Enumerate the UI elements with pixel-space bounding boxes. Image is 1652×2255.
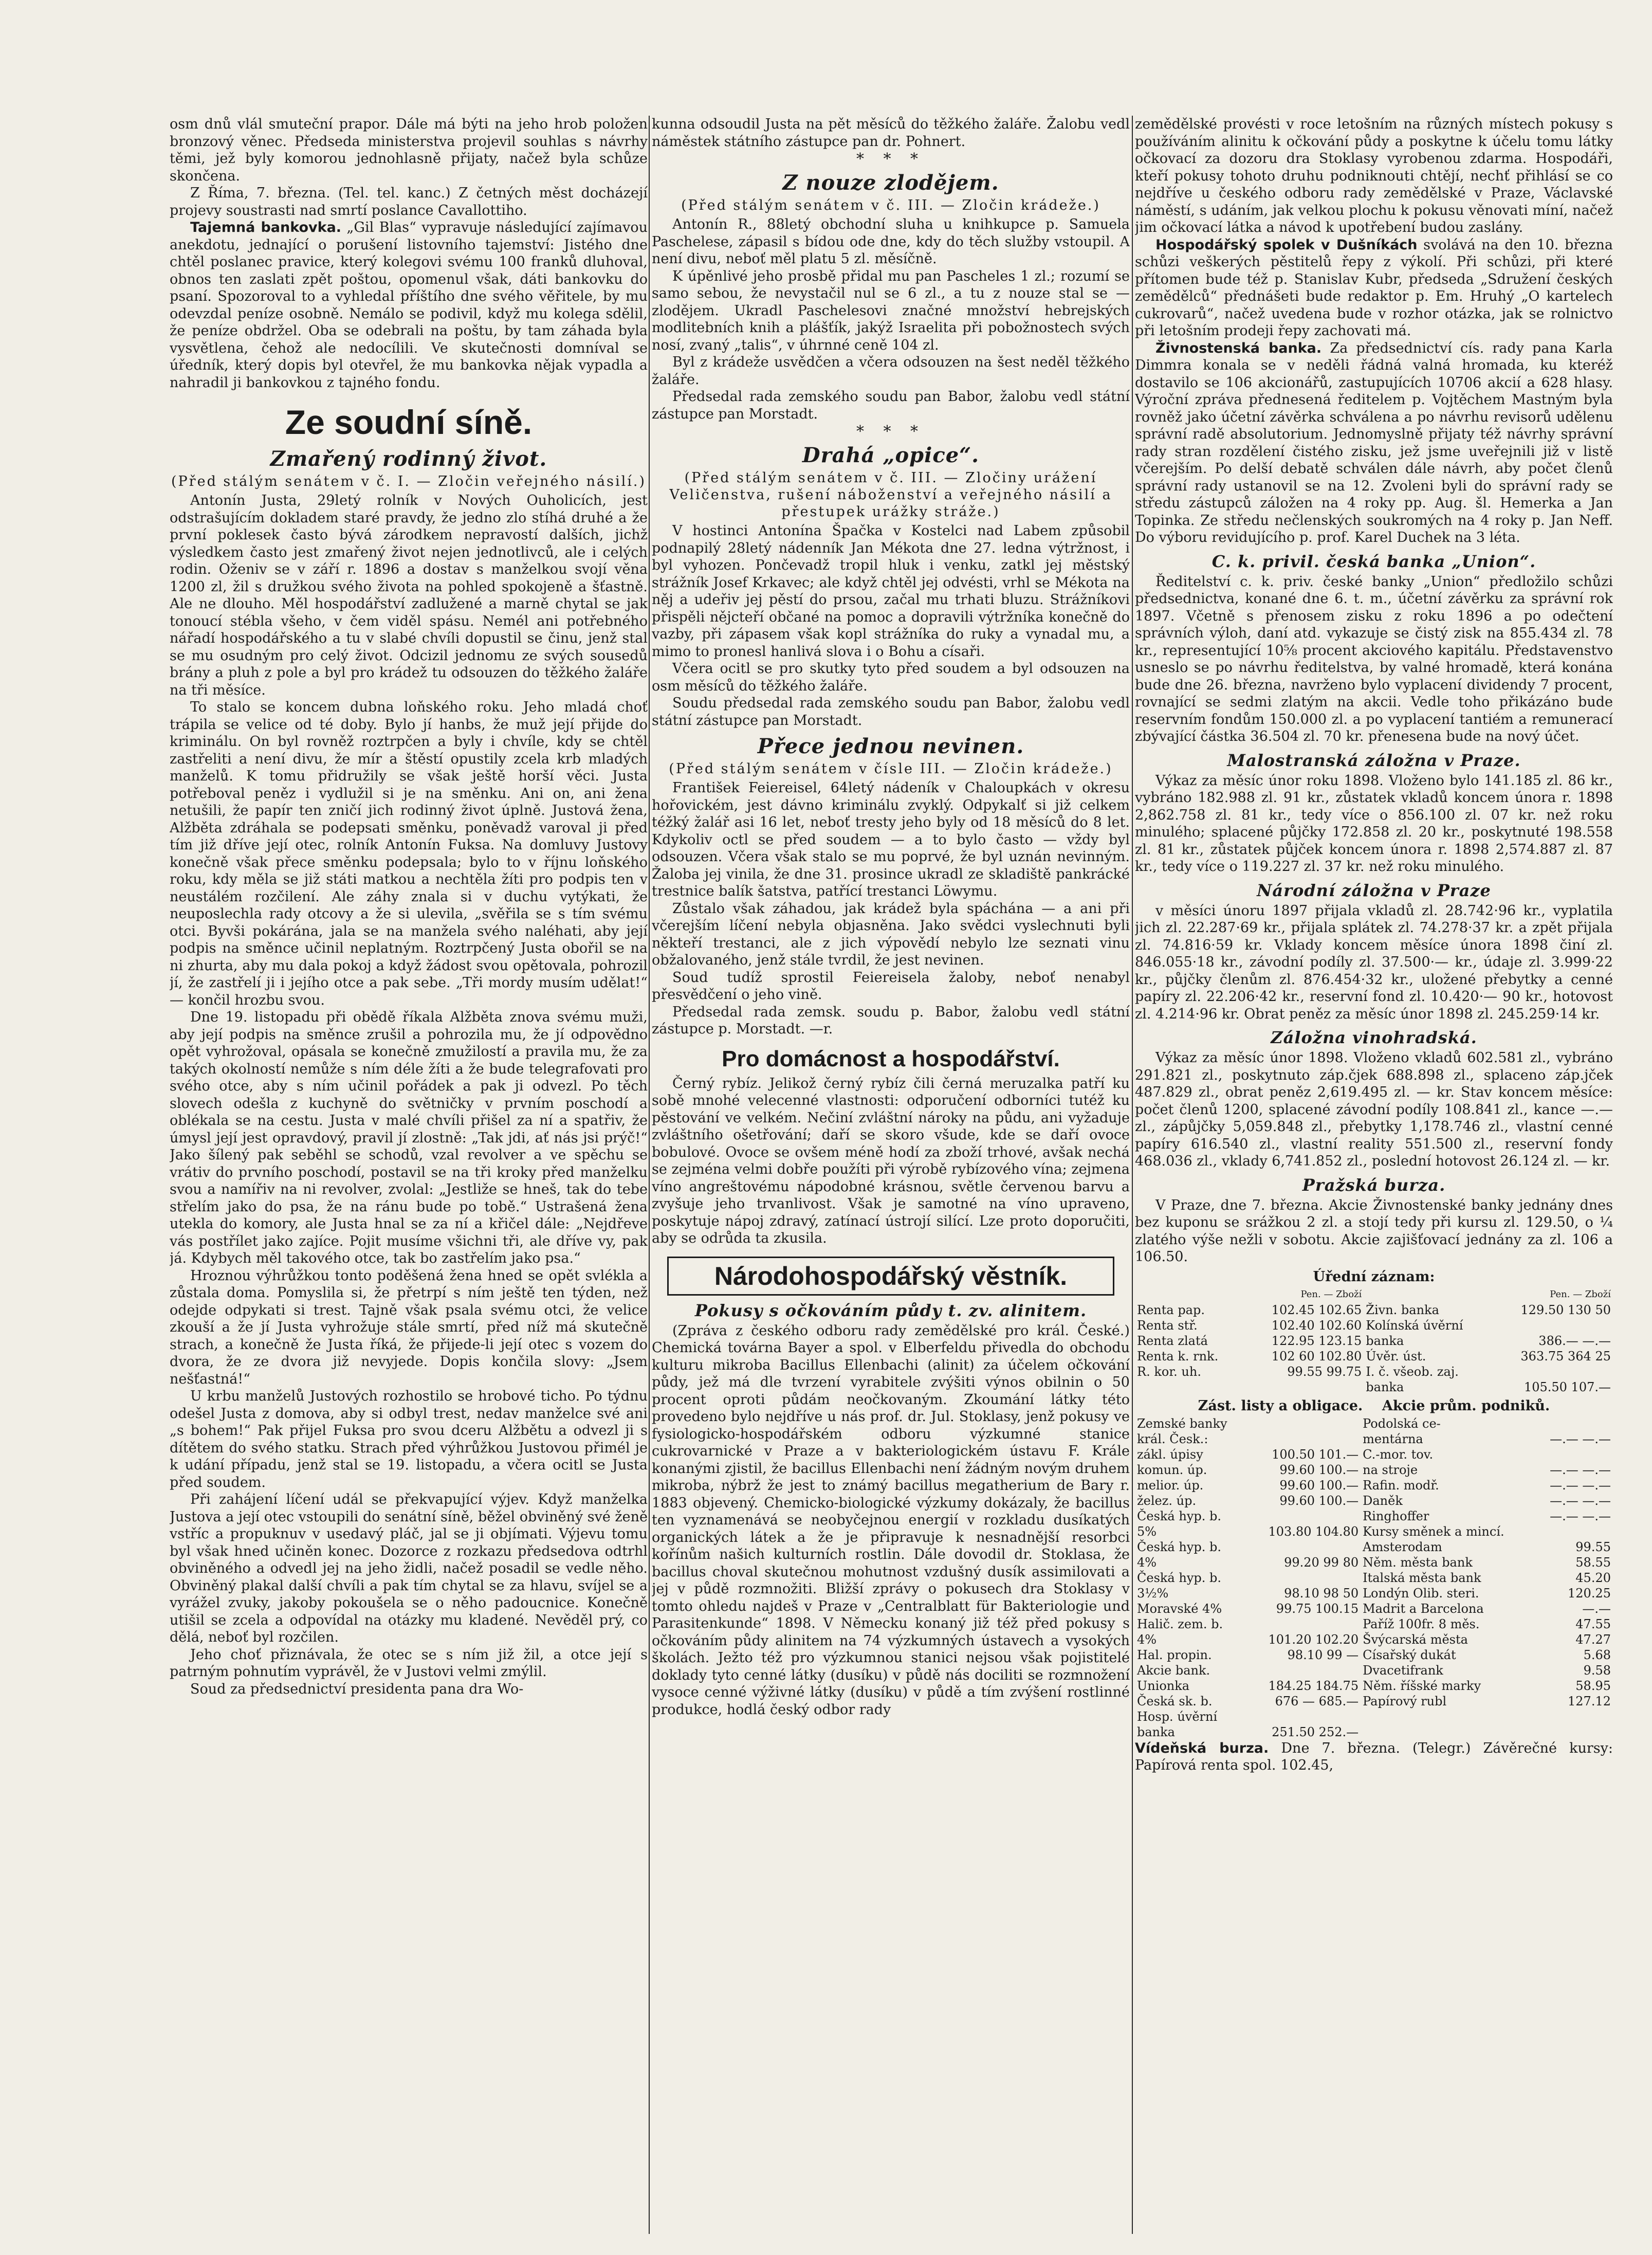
table-cell bbox=[1244, 1379, 1364, 1395]
article-paragraph: Výkaz za měsíc únor roku 1898. Vloženo bylo 141.185 zl. 86 kr., vybráno 182.988 zl. 91 kr., zůstatek vkladů koncem února r. 1898 2,862.758 zl. 81 kr., tedy více o 856.100 zl. 07 kr. než roku minulého; splacené půjčky 172.858 zl. 20 kr., poskytnuté 198.558 zl. 81 kr., zůstatek půjček koncem února r. 1898 2,574.887 zl. 87 kr., tedy více o 119.227 zl. 37 kr. než roku minulého. bbox=[1135, 772, 1613, 875]
table-row bbox=[1135, 1302, 1613, 1318]
table-cell: Renta stř. bbox=[1137, 1318, 1198, 1333]
quotes-subtitle-right: Akcie prům. podniků. bbox=[1382, 1397, 1550, 1414]
paragraph-text: Dne 7. března. (Telegr.) Závěrečné kursy: Papírová renta spol. 102.45, bbox=[1135, 1740, 1613, 1773]
column-rule bbox=[1132, 116, 1133, 2234]
article-subtitle: (Před stálým senátem v č. III. — Zločin krádeže.) bbox=[681, 197, 1100, 213]
table-cell: Hal. propin. bbox=[1137, 1647, 1212, 1662]
article-paragraph: V hostinci Antonína Špačka v Kostelci nad Labem způsobil podnapilý 28letý nádenník Jan Mékota dne 27. ledna výtržnost, i byl vyhozen. Pončevadž tropil hluk i venku, zatkl jej městský strážník Josef Krkavec; ale když chtěl jej odvésti, vrhl se Mékota na něj a udeřiv jej pěstí do prsou, začal mu trhati bluzu. Strážníkovi přispěli nějcteří občané na pomoc a dopravili výtržníka konečně do vazby, při zápasem však kopl strážníka do ruky a vynadal mu, a mimo to pronesl hanlivá slova i o Bohu a císaři. bbox=[652, 523, 1130, 660]
table-cell bbox=[1248, 1570, 1361, 1586]
table-cell: Renta zlatá bbox=[1137, 1333, 1208, 1348]
table-cell: C.-mor. tov. bbox=[1363, 1447, 1434, 1462]
table-cell bbox=[1535, 1709, 1613, 1724]
article-paragraph: Zůstalo však záhadou, jak krádež byla spáchána — a ani při včerejším líčení nebyla objasněna. Jako svědci vyslechnuti byli někteří trestanci, ale z jich výpovědí nebylo lze seznati vinu obžalovaného, jenž stále tvrdil, že jest nevinen. bbox=[652, 900, 1130, 968]
table-cell: 363.75 364 25 bbox=[1520, 1349, 1611, 1363]
table-cell: 386.— —.— bbox=[1538, 1333, 1611, 1348]
article-paragraph: To stalo se koncem dubna loňského roku. Jeho mladá choť trápila se velice od té doby. Bylo jí hanbs, že muž její přijde do kriminálu. On byl rovněž roztrpčen a byly i chvíle, kdy se chtěl zastřeliti a není divu, že mír a štěstí opustily zcela krb mladých manželů. K tomu přidružily se však ještě horší věci. Justa potřeboval peněz i vydlužil si je na směnku. Ani on, ani žena netušili, že papír ten zničí jich rodinný život úplně. Justová žena, Alžběta zdráhala se podepsati směnku, poněvadž varoval ji před tím již dříve její otec, rolník Antonín Fuksa. Na domluvy Justovy konečně však přece směnku podepsala; bylo to v říjnu loňského roku, kdy měla se již státi matkou a nechtěla žíti pro podpis ten v neustálém rozčilení. Ale záhy znala si v duchu vytýkati, že neuposlechla rady otcovy a že si ulevila, „svěřila se s tím svému otci. Byvši pokárána, jala se na manžela svého naléhati, aby její podpis na směnce učinil neplatným. Roztrpčený Justa obořil se na ni zhurta, aby mu dala pokoj a když žádost svou opětovala, pohrozil jí, že zastřelí ji i jejího otce a pak sebe. „Tři mordy musím udělat!“ — končil hrozbu svou. bbox=[170, 699, 648, 1008]
article-paragraph: Ředitelství c. k. priv. české banky „Union“ předložilo schůzi předsednictva, konané dne 6. t. m., účetní závěrku za správní rok 1897. Včetně s přenosem zisku z roku 1896 a po odečtení správních výloh, daní atd. vykazuje se čistý zisk na 855.434 zl. 78 kr., representující 10⅝ procent akciového kapitálu. Představenstvo usneslo se po návrhu ředitelstva, by valné hromadě, která konána bude dne 26. března, navrženo bylo vyplacení dividendy 7 procent, rovnající se sedmi zlatým na akcii. Vedle toho přikázáno bude reservním fondům 150.000 zl. a po vyplacení tantiém a remunerací zbývající částka 36.504 zl. 70 kr. přenesena bude na nový účet. bbox=[1135, 573, 1613, 744]
table-cell: Kursy směnek a mincí. bbox=[1363, 1524, 1504, 1539]
table-row bbox=[1135, 1478, 1613, 1493]
table-cell: Zemské banky bbox=[1137, 1416, 1227, 1431]
table-cell: banka bbox=[1366, 1379, 1404, 1394]
article-paragraph: Antonín Justa, 29letý rolník v Nových Ouholicích, jest odstrašujícím dokladem staré pravdy, že jedno zlo stíhá druhé a že první poklesek často bývá zárodkem nepravostí dalších, jichž výsledkem často jest zmařený život nejen jednotlivců, ale i celých rodin. Oženiv se v září r. 1896 a dostav s manželkou svojí věna 1200 zl, žil s družkou svého života na pohled spokojeně a šťastně. Ale ne dlouho. Měl hospodářství zadlužené a marně chytal se jak tonoucí stébla všeho, v čem viděl spásu. Nemél ani potřebného nářadí hospodářského a tu v slabé chvíli dopustil se činu, jenž stal se mu osudným pro celý život. Odcizil jednomu ze svých sousedů brány a pluh z pole a byl pro krádež tu odsouzen do těžkého žaláře na tři měsíce. bbox=[170, 493, 648, 698]
table-cell: I. č. všeob. zaj. bbox=[1366, 1364, 1459, 1379]
inline-heading: Živnostenská banka. bbox=[1155, 340, 1322, 356]
table-cell: 100.50 101.— bbox=[1272, 1447, 1359, 1462]
table-cell: —.— —.— bbox=[1550, 1462, 1611, 1477]
table-row bbox=[1135, 1379, 1613, 1395]
table-cell: Unionka bbox=[1137, 1678, 1190, 1693]
table-cell: banka bbox=[1137, 1724, 1175, 1739]
paragraph-text: svolává na den 10. března schůzi veškerých pěstitelů řepy z výkolí. Při schůzi, při které přítomen bude též p. Stanislav Kubr, předseda „Sdružení českých zemědělců“ přednášeti bude redaktor p. Em. Hruhý „O kartelech cukrovarů“, načež uvedena bude v rozhor otázka, jak se rolnictvo při letošním prodeji řepy zachovati má. bbox=[1135, 237, 1613, 339]
article-paragraph: Včera ocitl se pro skutky tyto před soudem a byl odsouzen na osm měsíců do těžkého žaláře. bbox=[652, 661, 1130, 694]
table-row bbox=[1135, 1601, 1613, 1616]
article-title: Pokusy s očkováním půdy t. zv. alinitem. bbox=[694, 1300, 1087, 1320]
table-row bbox=[1135, 1508, 1613, 1524]
article-paragraph: Soud tudíž sprostil Feiereisela žaloby, neboť nenabyl přesvědčení o jeho vině. bbox=[652, 969, 1130, 1003]
table-cell bbox=[1535, 1724, 1613, 1740]
table-cell bbox=[1361, 1709, 1535, 1724]
inline-heading: Vídeňská burza. bbox=[1135, 1740, 1269, 1756]
table-cell bbox=[1248, 1508, 1361, 1524]
table-cell: 127.12 bbox=[1568, 1694, 1611, 1708]
table-cell: 5.68 bbox=[1583, 1647, 1611, 1662]
table-cell: —.— —.— bbox=[1550, 1478, 1611, 1493]
table-cell bbox=[1535, 1416, 1613, 1431]
table-cell bbox=[1493, 1364, 1613, 1379]
table-cell: 251.50 252.— bbox=[1272, 1724, 1359, 1739]
article-paragraph: U krbu manželů Justových rozhostilo se hrobové ticho. Po týdnu odešel Justa z domova, aby si odbyl trest, nedav manželce své ani „s bohem!“ Pak přijel Fuksa pro svou dceru Alžbětu a odvezl ji s dítětem do svého statku. Strach před výhrůžkou Justovou přimél je k udání případu, jenž stal se 19. listopadu, a včera ocitl se Justa před soudem. bbox=[170, 1388, 648, 1490]
table-header-cell bbox=[1135, 1287, 1244, 1302]
article-paragraph: (Zpráva z českého odboru rady zemědělské pro král. České.) Chemická továrna Bayer a spol. v Elberfeldu přivedla do obchodu kulturu mikroba Bacillus Ellenbachi (alinit) za účelem očkování půdy, jež má dle tvrzení vyrabitele zvýšiti výnos obilnin o 50 procent oproti půdám neočkovaným. Zkoumání látky této provedeno bylo nejdříve u nás prof. dr. Jul. Stoklasy, jenž pokusy ve fysiologicko-hospodářském odboru výzkumné stanice cukrovarnické v Praze a v bakteriologickém ústavu F. Krále konanými zjistil, že bacillus Ellenbachi není žádným novým druhem mikroba, nýbrž že jest to známý bacillus megatherium de Bary r. 1883 objevený. Chemicko-biologické výzkumy dokázaly, že bacillus ten vyznamenává se neobyčejnou energií v rozkladu dusíkatých organických látek a že je připravuje k nesnadnější resorbci kořínům našich kulturních rostlin. Dále dovodil dr. Stoklasa, že bacillus choval skutečnou mohutnost vzdušný dusík assimilovati a jej v půdě rozmnožiti. Bližší zprávy o pokusech dra Stoklasy v tomto ohledu najdeš v Praze v „Centralblatt für Bakteriologie und Parasitenkunde“ 1898. V Německu konaný již též před pokusy s očkováním půdy alinitem na 74 výzkumných ústavech a vysokých školách. Ježto též pro výzkumnou stanici nejsou však pojistitelé doklady tyto cenné látky (dusíku) v půdě nás dociliti se rozmnožení vysoce cenné výživné látky (dusíku) v půdě a tím zvýšení rostlinné produkce, hodlá český odbor rady bbox=[652, 1322, 1130, 1718]
article-paragraph bbox=[170, 219, 648, 391]
table-cell: Něm. říšské marky bbox=[1363, 1678, 1481, 1693]
table-cell: Renta k. rnk. bbox=[1137, 1349, 1219, 1363]
table-cell: 4% bbox=[1137, 1555, 1157, 1570]
article-paragraph bbox=[1135, 1740, 1613, 1774]
table-row bbox=[1135, 1447, 1613, 1462]
article-title: C. k. privil. česká banka „Union“. bbox=[1212, 551, 1536, 571]
section-title: Ze soudní síně. bbox=[285, 403, 533, 441]
article-title: Drahá „opice“. bbox=[802, 443, 980, 467]
table-cell: 129.50 130 50 bbox=[1520, 1302, 1611, 1317]
quotes-table bbox=[1135, 1416, 1613, 1740]
table-cell: Ringhoffer bbox=[1363, 1508, 1429, 1523]
table-cell: 98.10 99 — bbox=[1287, 1647, 1359, 1662]
table-row bbox=[1135, 1364, 1613, 1379]
table-cell: 47.55 bbox=[1575, 1616, 1611, 1631]
table-cell: 99.75 100.15 bbox=[1276, 1601, 1359, 1616]
table-row bbox=[1135, 1349, 1613, 1364]
article-title: Záložna vinohradská. bbox=[1271, 1028, 1477, 1047]
table-cell: 58.95 bbox=[1575, 1678, 1611, 1693]
table-cell: Rafin. modř. bbox=[1363, 1478, 1439, 1493]
table-row bbox=[1135, 1709, 1613, 1724]
table-cell: Švýcarská města bbox=[1363, 1632, 1468, 1647]
table-cell bbox=[1248, 1416, 1361, 1431]
table-cell: Živn. banka bbox=[1366, 1302, 1439, 1317]
table-cell: Česká hyp. b. bbox=[1137, 1570, 1221, 1585]
table-row bbox=[1135, 1694, 1613, 1709]
table-cell: 99.60 100.— bbox=[1279, 1493, 1359, 1508]
table-cell: Italská města bank bbox=[1363, 1570, 1481, 1585]
table-row bbox=[1135, 1462, 1613, 1478]
article-paragraph: kunna odsoudil Justa na pět měsíců do těžkého žaláře. Žalobu vedl náměstek státního zástupce pan dr. Pohnert. bbox=[652, 116, 1130, 150]
table-cell: 98.10 98 50 bbox=[1284, 1586, 1359, 1601]
quotes-table bbox=[1135, 1287, 1613, 1395]
table-row bbox=[1135, 1431, 1613, 1447]
table-cell: 3½% bbox=[1137, 1586, 1169, 1601]
paragraph-text: „Gil Blas“ vypravuje následující zajímavou anekdotu, jednající o porušení listovního tajemství: Jistého dne chtěl poslanec pravice, který kolegovi svému 100 franků dluhoval, obnos ten zaslati zpět poštou, opomenul však, dáti bankovku do psaní. Spozoroval to a vyhledal příštího dne svého věřitele, by mu odevzdal peníze osobně. Nemálo se podivil, když mu kolega sdělil, že peníze obdržel. Oba se odebrali na poštu, by tam záhada byla vysvětlena, čehož ale nedocílili. Ve skutečnosti domníval se úředník, který dopis byl otevřel, že mu bankovka nějak vypadla a nahradil ji bankovkou z tajného fondu. bbox=[170, 220, 648, 391]
table-cell: mentárna bbox=[1363, 1431, 1423, 1446]
article-paragraph: Dne 19. listopadu při obědě říkala Alžběta znova svému muži, aby její podpis na směnce zrušil a pohrozila mu, že jí odpovědno opět vyhrožoval, opásala se konečně zmužilostí a pravila mu, že za takých okolností nemůže s ním déle žíti a že bude telegrafovati pro svého otce, aby s ním učinil pořádek a pak ji odvezl. Po těch slovech odešla z kuchyně do světničky v prvním poschodí a oblékala se na cestu. Justa v malé chvíli přišel za ní a spatřiv, že úmysl její jest opravdový, pravil jí zlostně: „Tak jdi, ať nás jsi prýč!“ Jako šílený pak seběhl se schodů, vzal revolver a ve spěchu se vrátiv do prvního poschodí, postavil se na tři kroky před manželku svou a namířiv na ni revolver, zvolal: „Jestliže se hneš, tak do tebe střelím jako do psa, že na ránu bude po tobě.“ Ustrašená žena utekla do komory, ale Justa hnal se za ní a křičel dále: „Nejdřeve vás postřílet jako zajíce. Pojit musíme všichni tři, ale dříve vy, pak já. Kdybych měl takového otce, tak bo zastřelím jako psa.“ bbox=[170, 1009, 648, 1266]
column-rule bbox=[649, 116, 650, 2234]
table-row bbox=[1135, 1647, 1613, 1663]
table-cell bbox=[1248, 1663, 1361, 1678]
article-paragraph: Výkaz za měsíc únor 1898. Vloženo vkladů 602.581 zl., vybráno 291.821 zl., poskytnuto záp.čjek 688.898 zl., splaceno záp.jček 487.829 zl., obrat peněz 2,619.495 zl. — kr. Stav koncem měsíce: počet členů 1200, splacené závodní podíly 108.841 zl., kance —.— zl., zápůjčky 5,059.848 zl., přebytky 1,178.746 zl., vlastní cenné papíry 616.540 zl., vlastní reality 551.500 zl., reservní fondy 468.036 zl., vklady 6,741.852 zl., poslední hotovost 26.124 zl. — kr. bbox=[1135, 1050, 1613, 1169]
section-title-boxed: Národohospodářský věstník. bbox=[667, 1257, 1114, 1296]
table-cell bbox=[1535, 1524, 1613, 1539]
article-title: Malostranská záložna v Praze. bbox=[1227, 750, 1521, 770]
table-cell: Česká sk. b. bbox=[1137, 1694, 1213, 1708]
table-cell: Akcie bank. bbox=[1137, 1663, 1210, 1678]
table-cell: 99.20 99 80 bbox=[1284, 1555, 1359, 1570]
table-cell: 105.50 107.— bbox=[1523, 1379, 1611, 1394]
quotes-subtitle bbox=[1135, 1398, 1613, 1414]
quotes-subtitle-left: Zást. listy a obligace. bbox=[1198, 1397, 1363, 1414]
table-cell: 5% bbox=[1137, 1524, 1157, 1539]
table-cell: 47.27 bbox=[1575, 1632, 1611, 1647]
table-cell: 676 — 685.— bbox=[1275, 1694, 1359, 1708]
article-paragraph bbox=[1135, 237, 1613, 340]
table-cell: Česká hyp. b. bbox=[1137, 1508, 1221, 1523]
table-cell: 101.20 102.20 bbox=[1268, 1632, 1359, 1647]
table-cell bbox=[1248, 1709, 1361, 1724]
table-row bbox=[1135, 1724, 1613, 1740]
table-row bbox=[1135, 1663, 1613, 1678]
table-cell: 102.40 102.60 bbox=[1271, 1318, 1362, 1333]
table-cell bbox=[1135, 1379, 1244, 1395]
separator-stars: * * * bbox=[856, 423, 926, 441]
table-row bbox=[1135, 1555, 1613, 1570]
article-paragraph: Předsedal rada zemsk. soudu p. Babor, žalobu vedl státní zástupce p. Morstadt. —r. bbox=[652, 1004, 1130, 1037]
table-cell: Paříž 100fr. 8 měs. bbox=[1363, 1616, 1480, 1631]
table-cell: zákl. úpisy bbox=[1137, 1447, 1203, 1462]
table-cell: na stroje bbox=[1363, 1462, 1418, 1477]
inline-heading: Hospodářský spolek v Dušníkách bbox=[1155, 237, 1418, 253]
table-cell: 99.55 99.75 bbox=[1287, 1364, 1362, 1379]
table-cell bbox=[1493, 1318, 1613, 1333]
table-cell: želez. úp. bbox=[1137, 1493, 1197, 1508]
article-paragraph: Jeho choť přiznávala, že otec se s ním již žil, a otce její s patrným pohnutím vyprávěl, že v Justovi velmi zmýlil. bbox=[170, 1646, 648, 1680]
article-paragraph bbox=[1135, 340, 1613, 547]
table-cell: 102.45 102.65 bbox=[1271, 1302, 1362, 1317]
article-paragraph: K úpěnlivé jeho prosbě přidal mu pan Pascheles 1 zl.; rozumí se samo sebou, že nevystačil nul se 6 zl., a tu z nouze stal se — zlodějem. Ukradl Paschelesovi značné množství hebrejských modlitebních knih a plášťík, jakýž Israelita při pobožnostech svých nosí, zvaný „talis“, v úhrnné ceně 104 zl. bbox=[652, 268, 1130, 353]
table-cell: Daněk bbox=[1363, 1493, 1403, 1508]
article-paragraph: František Feiereisel, 64letý nádeník v Chaloupkách v okresu hořovickém, jest dávno kriminálu zvyklý. Odpykalť si již celkem téžký žalář asi 16 let, neboť tresty jeho byly od 18 měsíců do 8 let. Kdykoliv octl se před soudem — a to bylo často — vždy byl odsouzen. Včera však stalo se mu poprvé, že byl uznán nevinným. Žaloba jej vinila, že dne 31. prosince ukradl ze skladiště pankrácké trestnice balík šatstva, patřící trestanci Löwymu. bbox=[652, 780, 1130, 899]
column-1 bbox=[170, 116, 648, 2239]
column-2 bbox=[652, 116, 1130, 2239]
table-cell: 120.25 bbox=[1568, 1586, 1611, 1601]
table-cell bbox=[1535, 1447, 1613, 1462]
table-cell bbox=[1248, 1616, 1361, 1632]
table-header-cell: Pen. — Zboží bbox=[1550, 1288, 1611, 1300]
table-cell: 99.60 100.— bbox=[1279, 1462, 1359, 1477]
table-cell: 9.58 bbox=[1583, 1663, 1611, 1678]
article-title: Národní záložna v Praze bbox=[1257, 880, 1491, 900]
table-cell: —.— bbox=[1582, 1601, 1611, 1616]
article-paragraph: Černý rybíz. Jelikož černý rybíz čili černá meruzalka patří ku sobě mnohé velecenné vlastnosti: odporučení odborníci tutéž ku pěstování ve velkém. Nečiní zvláštní nároky na půdu, ani vyžaduje zvláštního ošetřování; daří se skoro všude, kde se daří ovoce bobulové. Ovoce se ovšem méně hodí za zboží trhové, avšak nechá se zejména velmi dobře použíti při výrobě rybízového vína; zejmena víno angreštovému nápodobné krásnou, světle červenou barvu a zvyšuje jeho trvanlivost. Však je samotné na víno upraveno, poskytuje nápoj zdravý, zatínací ústrojí silící. Lze proto doporučiti, aby se odrůda ta zkusila. bbox=[652, 1075, 1130, 1246]
table-cell: Halič. zem. b. bbox=[1137, 1616, 1223, 1631]
table-cell: Česká hyp. b. bbox=[1137, 1539, 1221, 1554]
inline-heading: Tajemná bankovka. bbox=[190, 220, 342, 235]
table-cell: král. Česk.: bbox=[1137, 1431, 1208, 1446]
table-cell: Madrit a Barcelona bbox=[1363, 1601, 1484, 1616]
table-cell: Císařský dukát bbox=[1363, 1647, 1456, 1662]
article-paragraph: Antonín R., 88letý obchodní sluha u knihkupce p. Samuela Paschelese, zápasil s bídou ode dne, kdy do těch služby vstoupil. A není divu, neboť měl platu 5 zl. měsíčně. bbox=[652, 216, 1130, 267]
table-header-row bbox=[1135, 1287, 1613, 1302]
article-title: Zmařený rodinný život. bbox=[270, 447, 547, 471]
table-cell: 58.55 bbox=[1575, 1555, 1611, 1570]
article-paragraph: V Praze, dne 7. března. Akcie Živnostenské banky jednány dnes bez kuponu se srážkou 2 zl. a stojí tedy při kursu zl. 129.50, o ¼ zlatého výše nežli v sobotu. Akcie zajišťovací jednány za zl. 106 a 106.50. bbox=[1135, 1197, 1613, 1265]
table-cell: 4% bbox=[1137, 1632, 1157, 1647]
table-cell: 99.55 bbox=[1575, 1539, 1611, 1554]
article-title: Pražská burza. bbox=[1302, 1175, 1446, 1195]
table-cell bbox=[1361, 1724, 1535, 1740]
table-cell: 45.20 bbox=[1575, 1570, 1611, 1585]
column-3 bbox=[1135, 116, 1613, 2239]
table-cell: —.— —.— bbox=[1550, 1431, 1611, 1446]
quotes-title: Úřední záznam: bbox=[1313, 1268, 1435, 1285]
table-cell: Něm. města bank bbox=[1363, 1555, 1473, 1570]
table-row bbox=[1135, 1616, 1613, 1632]
table-row bbox=[1135, 1678, 1613, 1694]
table-cell: Dvacetifrank bbox=[1363, 1663, 1443, 1678]
article-subtitle: (Před stálým senátem v č. I. — Zločin veřejného násilí.) bbox=[171, 474, 647, 489]
table-cell: 122.95 123.15 bbox=[1271, 1333, 1362, 1348]
table-header-cell bbox=[1364, 1287, 1493, 1302]
separator-stars: * * * bbox=[856, 150, 926, 168]
paragraph-text: Za předsednictví cís. rady pana Karla Dimmra konala se v neděli řádná valná hromada, ku kteréž dostavilo se 106 akcionářů, zastupujících 10706 akcií a 628 hlasy. Výroční zpráva přednesená ředitelem p. Vojtěchem Mastným byla rovněž jako účetní závěrka schválena a po návrhu revisorů udělenu správní radě absolutorium. Jednomyslně přijaty též návrhy správní rady stran rozdělení čistého zisku, jež jsme uveřejnili již v listě včerejším. Po delší debatě schválen dále návrh, aby počet členů správní rady ustanovil se na 12. Zvoleni byli do správní rady se středu zástupců záložen na 4 roky pp. Aug. šl. Hemerka a Jan Topinka. Ze středu nečlenských soukromých na 4 roky p. Jan Neff. Do výboru revidujícího p. prof. Karel Duchek na 3 léta. bbox=[1135, 340, 1613, 545]
section-title: Pro domácnost a hospodářství. bbox=[722, 1046, 1060, 1071]
table-row bbox=[1135, 1539, 1613, 1555]
table-cell: 103.80 104.80 bbox=[1268, 1524, 1359, 1539]
table-cell: Moravské 4% bbox=[1137, 1601, 1222, 1616]
article-subtitle: (Před stálým senátem v č. III. — Zločiny urážení Veličenstva, rušení náboženství a veřejného násilí a přestupek urážky stráže.) bbox=[669, 470, 1112, 520]
table-cell: —.— —.— bbox=[1550, 1508, 1611, 1523]
article-paragraph: Hroznou výhrůžkou tonto poděšená žena hned se opět svlékla a zůstala doma. Pomyslila si, že přetrpí s ním ještě ten týden, než odejde odpykati si trest. Tajně však psala svému otci, že velice zkouší a že jí Justa vyhrožuje stále smrtí, před níž má skutečně strach, a konečně že Justa říká, že přijede-li její otec s vozem do dvora, že ze dvora již nevyjede. Dopis končila slovy: „Jsem nešťastná!“ bbox=[170, 1267, 648, 1387]
table-cell: Podolská ce- bbox=[1363, 1416, 1441, 1431]
table-cell: Hosp. úvěrní bbox=[1137, 1709, 1218, 1724]
table-row bbox=[1135, 1333, 1613, 1349]
article-title: Přece jednou nevinen. bbox=[757, 734, 1024, 758]
table-cell: Kolínská úvěrní bbox=[1366, 1318, 1463, 1333]
table-cell: Papírový rubl bbox=[1363, 1694, 1447, 1708]
article-subtitle: (Před stálým senátem v čísle III. — Zločin krádeže.) bbox=[669, 761, 1113, 777]
article-paragraph: Soudu předsedal rada zemského soudu pan Babor, žalobu vedl státní zástupce pan Morstadt. bbox=[652, 695, 1130, 729]
table-row bbox=[1135, 1493, 1613, 1508]
table-cell: 184.25 184.75 bbox=[1268, 1678, 1359, 1693]
table-cell: Amsterodam bbox=[1363, 1539, 1442, 1554]
table-row bbox=[1135, 1318, 1613, 1333]
table-cell: Úvěr. úst. bbox=[1366, 1349, 1426, 1363]
table-cell: 99.60 100.— bbox=[1279, 1478, 1359, 1493]
table-cell: Londýn Olib. steri. bbox=[1363, 1586, 1479, 1601]
article-paragraph: Soud za předsednictví presidenta pana dra Wo- bbox=[190, 1681, 524, 1697]
table-row bbox=[1135, 1416, 1613, 1431]
table-cell bbox=[1248, 1431, 1361, 1447]
table-row bbox=[1135, 1632, 1613, 1647]
article-paragraph: Předsedal rada zemského soudu pan Babor, žalobu vedl státní zástupce pan Morstadt. bbox=[652, 389, 1130, 422]
table-cell: Renta pap. bbox=[1137, 1302, 1205, 1317]
table-row bbox=[1135, 1586, 1613, 1601]
table-cell: komun. úp. bbox=[1137, 1462, 1207, 1477]
table-cell: 102 60 102.80 bbox=[1271, 1349, 1362, 1363]
article-paragraph: zemědělské provésti v roce letošním na různých místech pokusy s používáním alinitu k očkování půdy a poskytne k účelu tomu látky očkovací za dozoru dra Stoklasy vyrobenou zdarma. Hospodáři, kteří pokusy tohoto druhu podniknouti chtějí, nechť přihlásí se co nejdříve u českého odboru rady zemědělské v Praze, Václavské náměstí, s udáním, jak velkou plochu k pokusu věnovati míní, načež jim očkovací látka a návod k upotřebení budou zaslány. bbox=[1135, 116, 1613, 235]
table-cell: banka bbox=[1366, 1333, 1404, 1348]
article-paragraph: Z Říma, 7. března. (Tel. tel. kanc.) Z četných měst docházejí projevy soustrasti nad smrtí poslance Cavallottiho. bbox=[170, 185, 648, 219]
article-paragraph: v měsíci únoru 1897 přijala vkladů zl. 28.742·96 kr., vyplatila jich zl. 22.287·69 kr., přijala splátek zl. 74.278·37 kr. a zpět přijala zl. 74.816·59 kr. Vklady koncem měsíce února 1898 činí zl. 846.055·18 kr., závodní podíly zl. 37.500·— kr., údaje zl. 3.999·22 kr., půjčky členům zl. 876.454·32 kr., uložené přebytky a cenné papíry zl. 22.206·42 kr., reservní fond zl. 10.420·— 90 kr., hotovost zl. 4.214·96 kr. Obrat peněz za měsíc únor 1898 zl. 245.259·14 kr. bbox=[1135, 902, 1613, 1022]
table-cell: —.— —.— bbox=[1550, 1493, 1611, 1508]
table-cell: R. kor. uh. bbox=[1137, 1364, 1201, 1379]
article-paragraph: Byl z krádeže usvědčen a včera odsouzen na šest neděl těžkého žaláře. bbox=[652, 354, 1130, 388]
table-row bbox=[1135, 1524, 1613, 1539]
table-cell bbox=[1248, 1539, 1361, 1555]
article-paragraph: Při zahájení líčení udál se překvapující výjev. Když manželka Justova a její otec vstoupili do senátní síně, běžel obviněný své ženě vstříc a propuknuv v usedavý pláč, jal se ji objímati. Výjevu tomu byl však hned učiněn konec. Dozorce z rozkazu předsedova odtrhl obviněného a odvedl jej na jeho židli, načež posadil se vedle něho. Obviněný plakal další chvíli a pak tím chytal se za hlavu, svíjel se a vyrážel zvuky, jakoby pokoušela se o něho padoucnice. Konečně utišil se zcela a odpovídal na otázky mu kladené. Nevěděl prý, co dělá, neboť byl rozčilen. bbox=[170, 1492, 648, 1645]
table-row bbox=[1135, 1570, 1613, 1586]
article-title: Z nouze zlodějem. bbox=[782, 171, 999, 195]
article-paragraph: osm dnů vlál smuteční prapor. Dále má býti na jeho hrob položen bronzový věnec. Předseda ministerstva projevil souhlas s návrhy těmi, jež byly komorou jednohlasně přijaty, načež byla schůze skončena. bbox=[170, 116, 648, 184]
table-cell: melior. úp. bbox=[1137, 1478, 1204, 1493]
table-header-cell: Pen. — Zboží bbox=[1300, 1288, 1362, 1300]
